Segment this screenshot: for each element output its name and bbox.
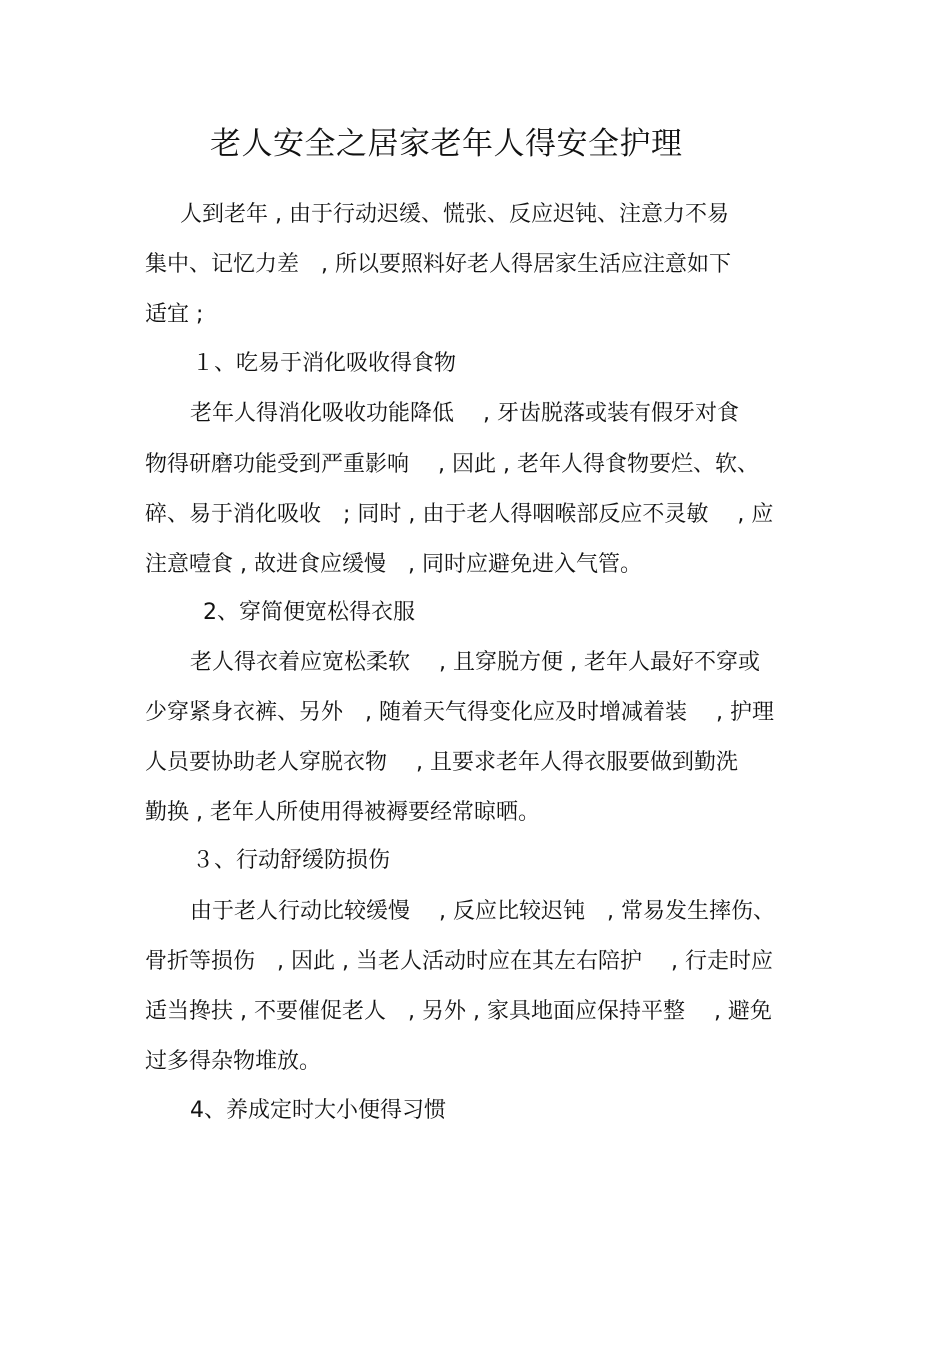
section-2-heading: 2、穿简便宽松得衣服 bbox=[203, 600, 415, 625]
section-3-line-2: 骨折等损伤 , 因此 , 当老人活动时应在其左右陪护 , 行走时应 bbox=[145, 949, 773, 974]
section-1-line-3: 碎、易于消化吸收 ; 同时 , 由于老人得咽喉部反应不灵敏 , 应 bbox=[145, 502, 774, 527]
intro-line-1: 人到老年 , 由于行动迟缓、慌张、反应迟钝、注意力不易 bbox=[180, 202, 729, 227]
section-4-heading: 4、养成定时大小便得习惯 bbox=[190, 1098, 446, 1123]
section-2-line-4: 勤换 , 老年人所使用得被褥要经常晾晒。 bbox=[145, 800, 540, 825]
section-3-line-3: 适当搀扶 , 不要催促老人 , 另外 , 家具地面应保持平整 , 避免 bbox=[145, 999, 772, 1024]
section-2-line-1: 老人得衣着应宽松柔软 , 且穿脱方便 , 老年人最好不穿或 bbox=[190, 650, 760, 675]
document-title: 老人安全之居家老年人得安全护理 bbox=[210, 126, 683, 162]
section-2-line-2: 少穿紧身衣裤、另外 , 随着天气得变化应及时增减着装 , 护理 bbox=[145, 700, 774, 725]
intro-line-3: 适宜 ; bbox=[145, 302, 204, 327]
section-1-line-4: 注意噎食 , 故进食应缓慢 , 同时应避免进入气管。 bbox=[145, 552, 642, 577]
section-3-line-1: 由于老人行动比较缓慢 , 反应比较迟钝 , 常易发生摔伤、 bbox=[190, 899, 775, 924]
section-3-line-4: 过多得杂物堆放。 bbox=[145, 1049, 322, 1074]
section-1-line-1: 老年人得消化吸收功能降低 , 牙齿脱落或装有假牙对食 bbox=[190, 401, 739, 426]
section-1-heading: １、吃易于消化吸收得食物 bbox=[192, 351, 457, 376]
section-3-heading: ３、行动舒缓防损伤 bbox=[192, 848, 391, 873]
intro-line-2: 集中、记忆力差 , 所以要照料好老人得居家生活应注意如下 bbox=[145, 252, 731, 277]
section-2-line-3: 人员要协助老人穿脱衣物 , 且要求老年人得衣服要做到勤洗 bbox=[145, 750, 738, 775]
section-1-line-2: 物得研磨功能受到严重影响 , 因此 , 老年人得食物要烂、软、 bbox=[145, 452, 759, 477]
